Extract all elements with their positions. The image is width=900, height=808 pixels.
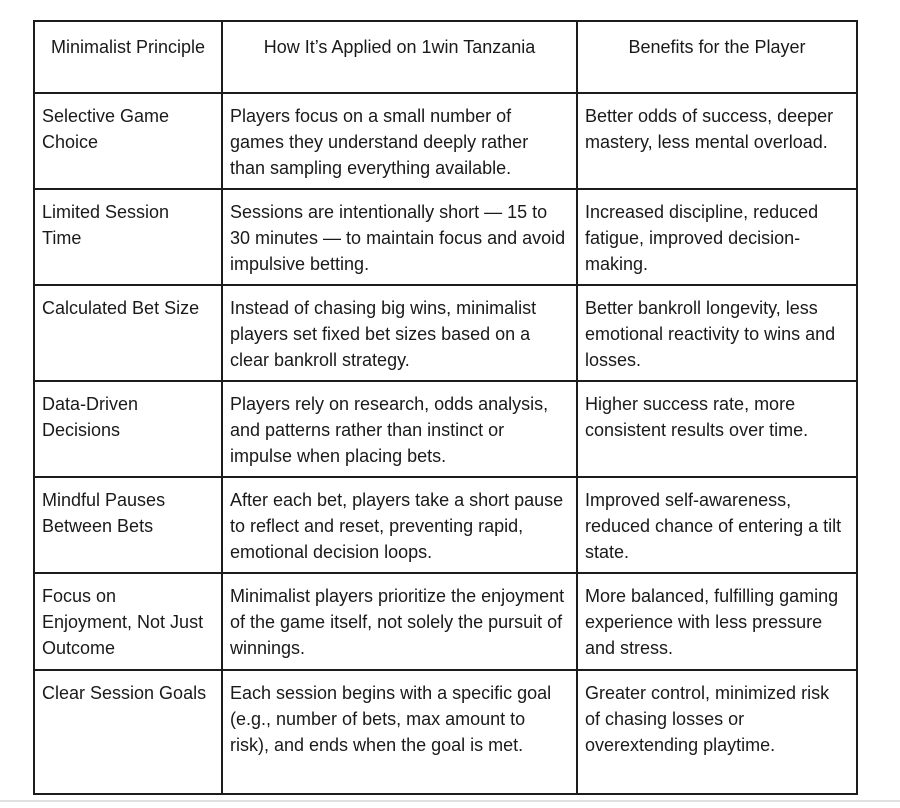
minimalist-principles-table bbox=[33, 20, 858, 795]
table-row bbox=[34, 670, 857, 794]
header-cell-benefits: Benefits for the Player bbox=[577, 21, 857, 93]
table-row bbox=[34, 477, 857, 573]
cell-application: After each bet, players take a short pause to reflect and reset, preventing rapid, emotional decision loops. bbox=[222, 477, 577, 573]
table-row bbox=[34, 573, 857, 670]
cell-benefit: Higher success rate, more consistent results over time. bbox=[577, 381, 857, 477]
cell-principle: Mindful Pauses Between Bets bbox=[34, 477, 222, 573]
header-cell-principle: Minimalist Principle bbox=[34, 21, 222, 93]
cell-application: Players rely on research, odds analysis, and patterns rather than instinct or impulse when placing bets. bbox=[222, 381, 577, 477]
cell-benefit: Greater control, minimized risk of chasing losses or overextending playtime. bbox=[577, 670, 857, 794]
cell-application: Each session begins with a specific goal (e.g., number of bets, max amount to risk), and ends when the goal is met. bbox=[222, 670, 577, 794]
cell-principle: Clear Session Goals bbox=[34, 670, 222, 794]
cell-benefit: Better odds of success, deeper mastery, less mental overload. bbox=[577, 93, 857, 189]
cell-principle: Limited Session Time bbox=[34, 189, 222, 285]
cell-benefit: Improved self-awareness, reduced chance of entering a tilt state. bbox=[577, 477, 857, 573]
table-row bbox=[34, 381, 857, 477]
cell-benefit: More balanced, fulfilling gaming experience with less pressure and stress. bbox=[577, 573, 857, 670]
table-row bbox=[34, 285, 857, 381]
cell-principle: Data-Driven Decisions bbox=[34, 381, 222, 477]
cell-application: Sessions are intentionally short — 15 to 30 minutes — to maintain focus and avoid impulsive betting. bbox=[222, 189, 577, 285]
cell-application: Players focus on a small number of games they understand deeply rather than sampling everything available. bbox=[222, 93, 577, 189]
bottom-divider bbox=[0, 800, 900, 802]
cell-benefit: Increased discipline, reduced fatigue, improved decision-making. bbox=[577, 189, 857, 285]
cell-principle: Calculated Bet Size bbox=[34, 285, 222, 381]
table-row bbox=[34, 189, 857, 285]
cell-application: Minimalist players prioritize the enjoyment of the game itself, not solely the pursuit of winnings. bbox=[222, 573, 577, 670]
cell-principle: Focus on Enjoyment, Not Just Outcome bbox=[34, 573, 222, 670]
table-row bbox=[34, 93, 857, 189]
header-cell-application: How It’s Applied on 1win Tanzania bbox=[222, 21, 577, 93]
cell-benefit: Better bankroll longevity, less emotional reactivity to wins and losses. bbox=[577, 285, 857, 381]
table-header-row bbox=[34, 21, 857, 93]
cell-application: Instead of chasing big wins, minimalist players set fixed bet sizes based on a clear bankroll strategy. bbox=[222, 285, 577, 381]
cell-principle: Selective Game Choice bbox=[34, 93, 222, 189]
